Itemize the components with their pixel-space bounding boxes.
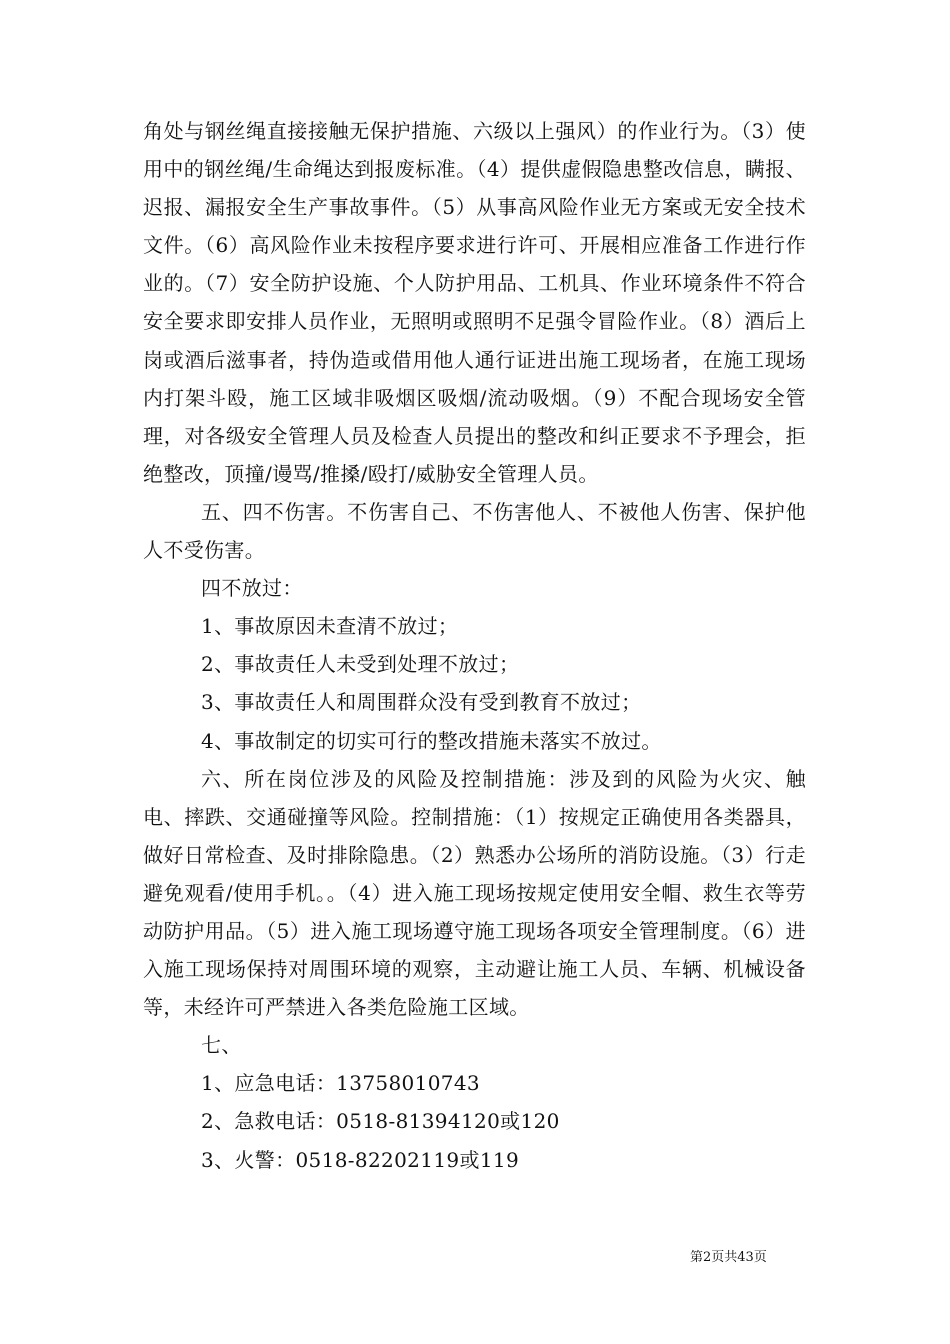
paragraph-prohibited-behaviors: 角处与钢丝绳直接接触无保护措施、六级以上强风）的作业行为。（3）使用中的钢丝绳/生命绳达到报废标准。（4）提供虚假隐患整改信息，瞒报、迟报、漏报安全生产事故事件。（5）从事高风险作业无方案或无安全技术文件。（6）高风险作业未按程序要求进行许可、开展相应准备工作进行作业的。（7）安全防护设施、个人防护用品、工机具、作业环境条件不符合安全要求即安排人员作业，无照明或照明不足强令冒险作业。（8）酒后上岗或酒后滋事者，持伪造或借用他人通行证进出施工现场者，在施工现场内打架斗殴，施工区域非吸烟区吸烟/流动吸烟。（9）不配合现场安全管理，对各级安全管理人员及检查人员提出的整改和纠正要求不予理会，拒绝整改，顶撞/谩骂/推搡/殴打/威胁安全管理人员。 [143,119,806,486]
list-item: 1、事故原因未查清不放过； [201,614,459,639]
emergency-phone: 1、应急电话：13758010743 [201,1071,480,1096]
heading-four-no-let-go: 四不放过： [201,576,303,601]
first-aid-phone: 2、急救电话：0518-81394120或120 [201,1109,560,1134]
page-number-footer: 第2页共43页 [690,1250,767,1265]
fire-alarm-phone: 3、火警：0518-82202119或119 [201,1147,520,1172]
section-seven-heading: 七、 [201,1033,242,1058]
document-body [143,112,806,1179]
list-item: 2、事故责任人未受到处理不放过； [201,652,520,677]
list-item: 3、事故责任人和周围群众没有受到教育不放过； [201,690,642,715]
paragraph-risks-and-controls: 六、所在岗位涉及的风险及控制措施：涉及到的风险为火灾、触电、摔跌、交通碰撞等风险。控制措施：（1）按规定正确使用各类器具，做好日常检查、及时排除隐患。（2）熟悉办公场所的消防设施。（3）行走避免观看/使用手机。。（4）进入施工现场按规定使用安全帽、救生衣等劳动防护用品。（5）进入施工现场遵守施工现场各项安全管理制度。（6）进入施工现场保持对周围环境的观察，主动避让施工人员、车辆、机械设备等，未经许可严禁进入各类危险施工区域。 [143,766,806,1020]
list-item: 4、事故制定的切实可行的整改措施未落实不放过。 [201,728,662,753]
paragraph-four-no-harm: 五、四不伤害。不伤害自己、不伤害他人、不被他人伤害、保护他人不受伤害。 [143,499,806,563]
